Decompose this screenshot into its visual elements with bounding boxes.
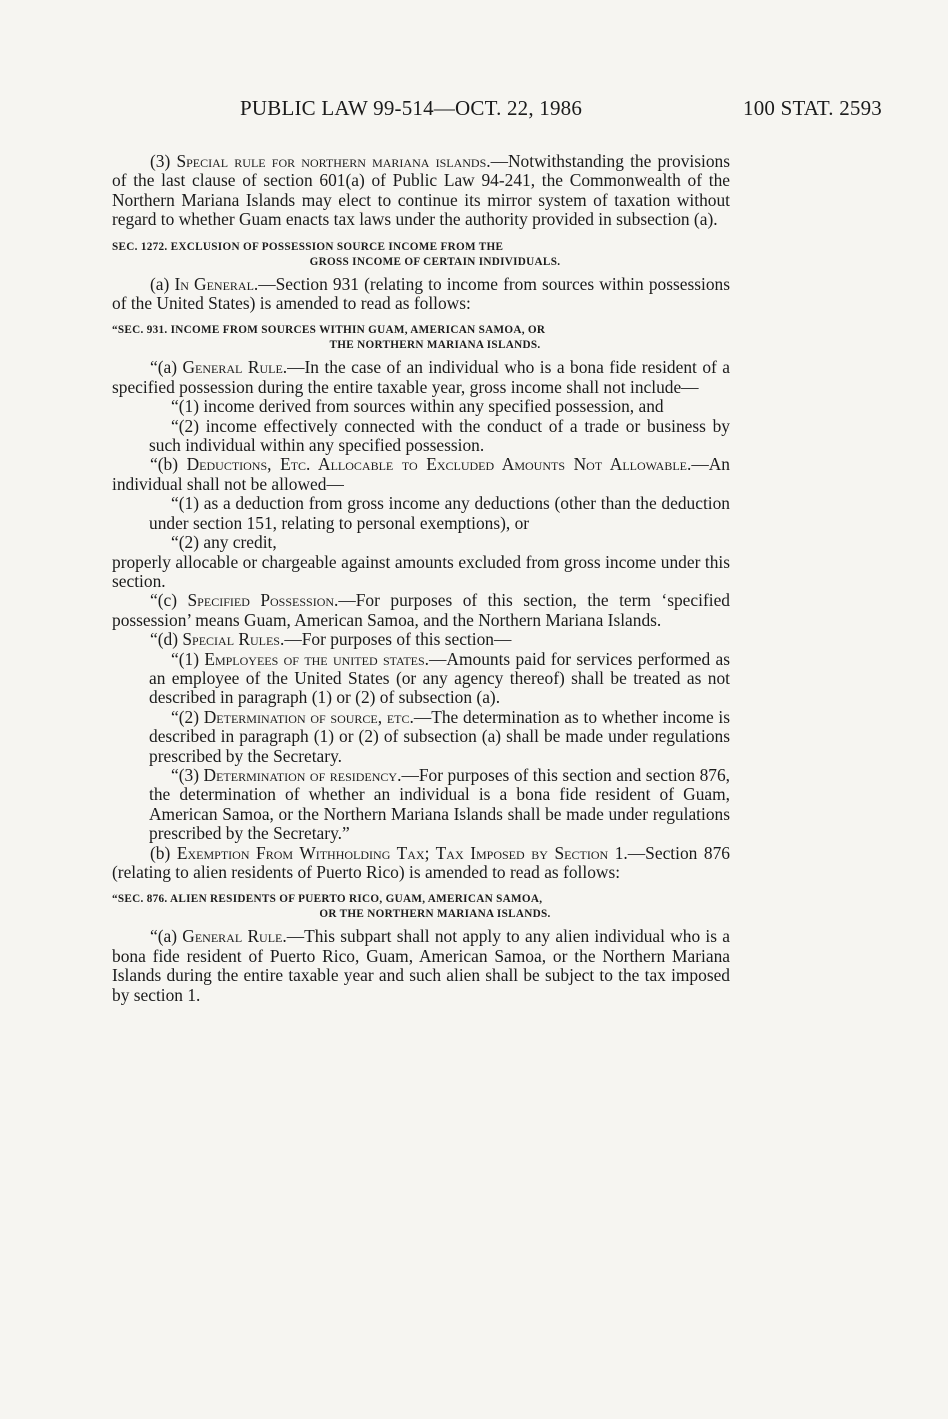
- quoted-paragraph-a2: “(2) income effectively connected with the conduct of a trade or business by such individual within any specified possession.: [149, 415, 730, 456]
- quoted-subsection-b-tail: properly allocable or chargeable against amounts excluded from gross income under this section.: [112, 551, 730, 591]
- paragraph-3-northern-mariana: (3) Special rule for northern mariana islands.—Notwithstanding the provisions of the last clause of section 601(a) of Public Law 94-241, the Commonwealth of the Northern Mariana Islands may elect to continue its mirror system of taxation without regard to whether Guam enacts tax laws under the authority provided in subsection (a).: [112, 151, 730, 230]
- quoted-paragraph-d2-source: “(2) Determination of source, etc.—The determination as to whether income is described in paragraph (1) or (2) of subsection (a) shall be made under regulations prescribed by the Secretary.: [149, 706, 731, 766]
- quoted-paragraph-b2: “(2) any credit,: [171, 532, 277, 553]
- quoted-subsection-c-specified-possession: “(c) Specified Possession.—For purposes of this section, the term ‘specified possession’ means Guam, American Samoa, and the Northern Mariana Islands.: [112, 590, 730, 630]
- section-876-heading: “SEC. 876. ALIEN RESIDENTS OF PUERTO RICO, GUAM, AMERICAN SAMOA, OR THE NORTHERN MARIANA ISLANDS.: [112, 893, 551, 921]
- quoted-paragraph-d3-residency: “(3) Determination of residency.—For purposes of this section and section 876, the determination of whether an individual is a bona fide resident of Guam, American Samoa, or the Northern Mariana Islands shall be made under regulations prescribed by the Secretary.”: [149, 764, 731, 844]
- quoted-subsection-a-general-rule: “(a) General Rule.—In the case of an individual who is a bona fide resident of a specified possession during the entire taxable year, gross income shall not include—: [112, 357, 730, 397]
- public-law-title: PUBLIC LAW 99-514—OCT. 22, 1986: [240, 96, 583, 120]
- statute-text: [112, 152, 730, 1005]
- running-header: [240, 96, 882, 124]
- subsection-b-exemption-withholding: (b) Exemption From Withholding Tax; Tax Imposed by Section 1.—Section 876 (relating to alien residents of Puerto Rico) is amended to read as follows:: [112, 842, 730, 882]
- quoted-paragraph-a1: “(1) income derived from sources within any specified possession, and: [171, 396, 664, 417]
- section-931-heading: “SEC. 931. INCOME FROM SOURCES WITHIN GUAM, AMERICAN SAMOA, OR THE NORTHERN MARIANA ISLANDS.: [112, 324, 546, 352]
- subsection-a-in-general: (a) In General.—Section 931 (relating to income from sources within possessions of the United States) is amended to read as follows:: [112, 273, 730, 314]
- quoted-subsection-d-special-rules: “(d) Special Rules.—For purposes of this section—: [150, 629, 512, 650]
- paragraph-heading: Special rule for northern mariana islands.: [176, 151, 491, 171]
- statute-page-reference: 100 STAT. 2593: [743, 96, 882, 120]
- quoted-section-876-general-rule: “(a) General Rule.—This subpart shall not apply to any alien individual who is a bona fide resident of Puerto Rico, Guam, American Samoa, or the Northern Mariana Islands during the entire taxable year and such alien shall be subject to the tax imposed by section 1.: [112, 926, 730, 1005]
- quoted-subsection-b-deductions: “(b) Deductions, Etc. Allocable to Excluded Amounts Not Allowable.—An individual shall not be allowed—: [112, 454, 730, 494]
- quoted-paragraph-d1-employees: “(1) Employees of the united states.—Amounts paid for services performed as an employee of the United States (or any agency thereof) shall be treated as not described in paragraph (1) or (2) of subsection (a).: [149, 648, 731, 708]
- section-1272-heading: SEC. 1272. EXCLUSION OF POSSESSION SOURCE INCOME FROM THE GROSS INCOME OF CERTAIN INDIVIDUALS.: [112, 240, 561, 268]
- quoted-paragraph-b1: “(1) as a deduction from gross income any deductions (other than the deduction under section 151, relating to personal exemptions), or: [149, 493, 730, 533]
